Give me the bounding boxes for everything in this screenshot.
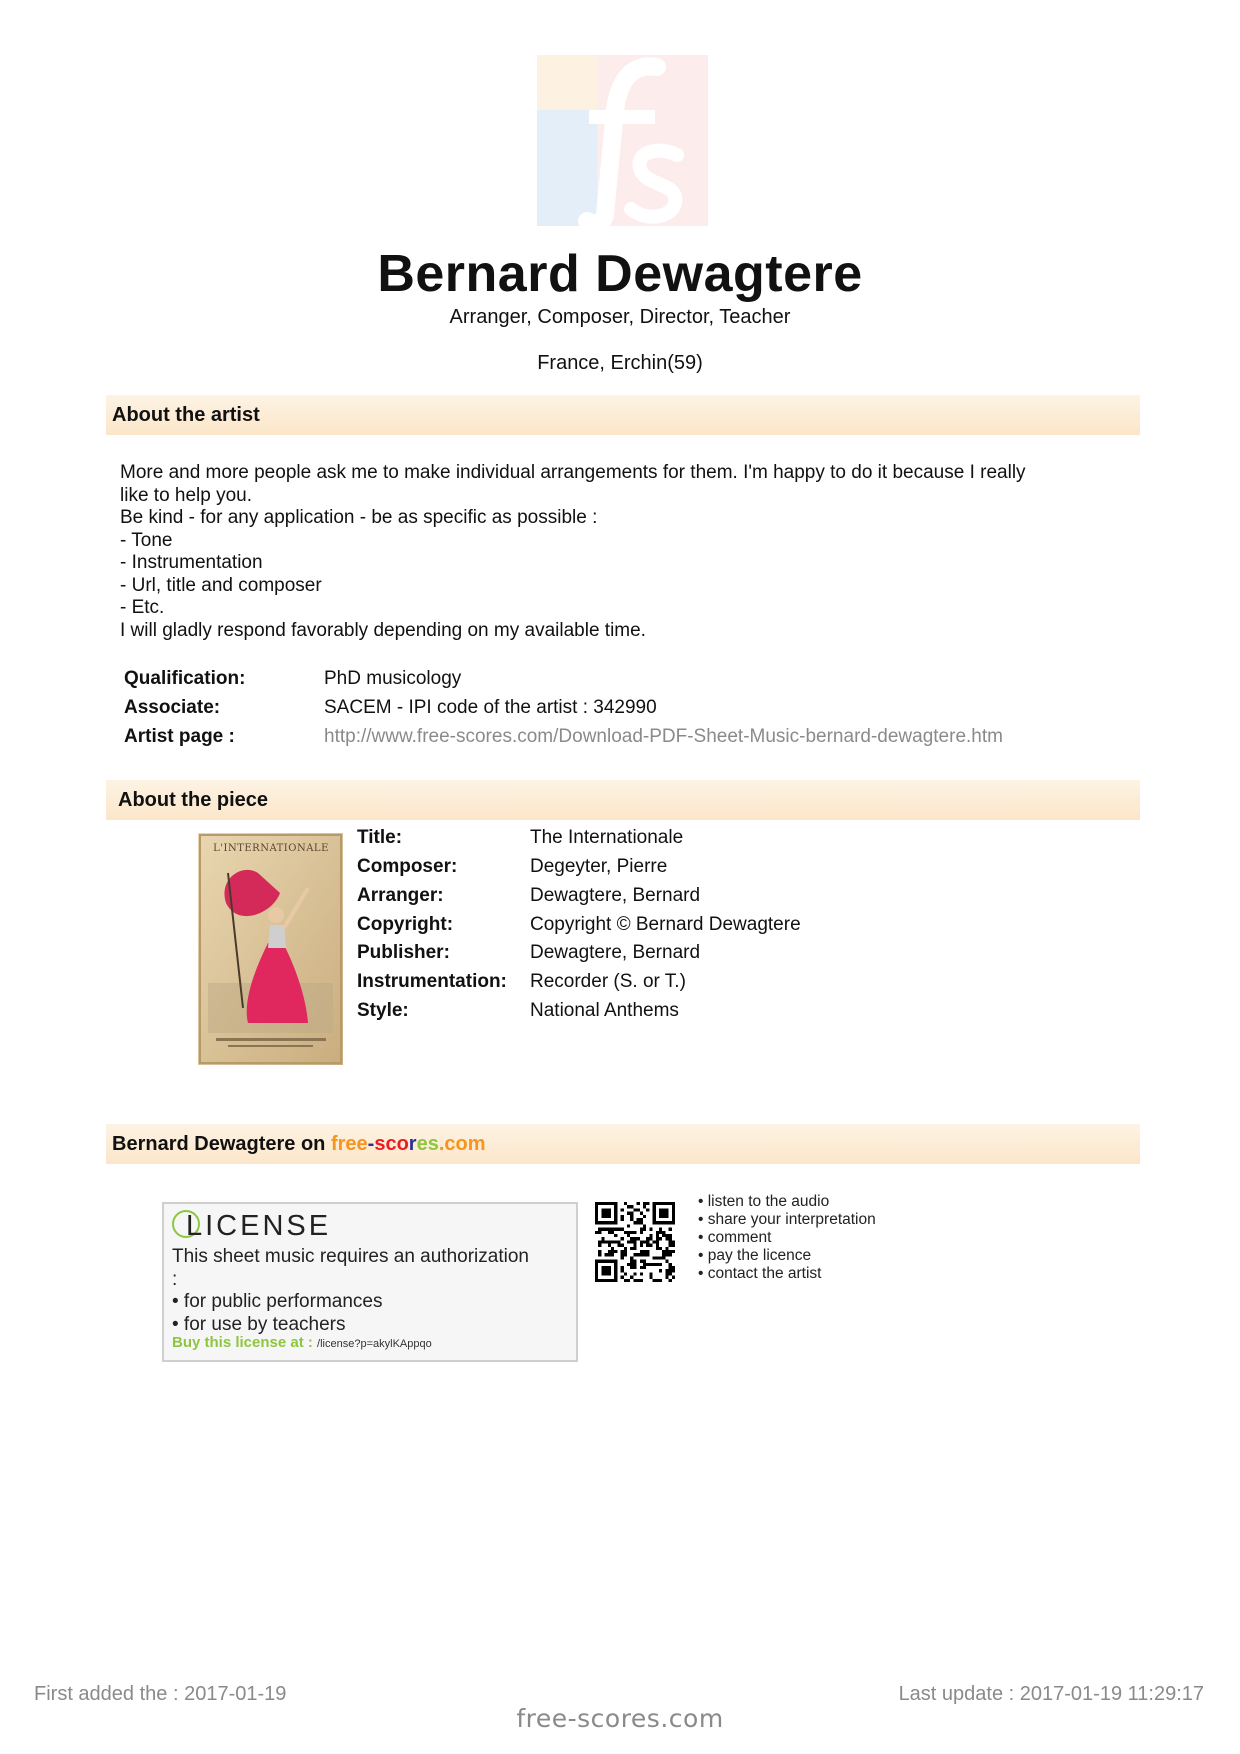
license-box bbox=[162, 1202, 578, 1362]
piece-composer-value: Degeyter, Pierre bbox=[530, 856, 668, 877]
last-update-date: Last update : 2017-01-19 11:29:17 bbox=[898, 1683, 1204, 1705]
logo-fs-glyph bbox=[537, 55, 708, 226]
piece-publisher-label: Publisher: bbox=[357, 942, 450, 963]
brand-part: .com bbox=[438, 1133, 486, 1155]
about-line: - Instrumentation bbox=[120, 552, 263, 573]
feature-listen: • listen to the audio bbox=[698, 1193, 830, 1210]
feature-comment: • comment bbox=[698, 1229, 772, 1246]
free-scores-logo bbox=[537, 55, 708, 226]
artist-location: France, Erchin(59) bbox=[537, 352, 703, 374]
cover-illustration bbox=[198, 833, 343, 1065]
footer-logo: free-scores.com bbox=[516, 1704, 724, 1733]
brand-part: - bbox=[367, 1133, 375, 1155]
qr-code[interactable] bbox=[595, 1202, 675, 1282]
free-scores-brand-link[interactable] bbox=[331, 1133, 486, 1155]
cover-title: L'INTERNATIONALE bbox=[213, 843, 329, 854]
piece-style-label: Style: bbox=[357, 1000, 409, 1021]
brand-part: free bbox=[330, 1133, 368, 1155]
piece-instrumentation-label: Instrumentation: bbox=[357, 971, 507, 992]
about-artist-heading: About the artist bbox=[106, 395, 1140, 435]
associate-label: Associate: bbox=[124, 697, 221, 718]
artist-page-label: Artist page : bbox=[124, 726, 235, 747]
license-title-text: LICENSE bbox=[186, 1210, 332, 1242]
sheet-cover-image bbox=[198, 833, 343, 1065]
about-line: - Url, title and composer bbox=[120, 574, 322, 596]
piece-copyright-label: Copyright: bbox=[357, 914, 454, 935]
about-line: - Tone bbox=[120, 529, 173, 551]
license-body bbox=[172, 1246, 572, 1336]
on-free-scores-heading bbox=[106, 1124, 1140, 1164]
features-list bbox=[698, 1193, 876, 1283]
artist-roles: Arranger, Composer, Director, Teacher bbox=[449, 306, 791, 328]
piece-publisher-value: Dewagtere, Bernard bbox=[530, 942, 701, 963]
brand-part: es bbox=[416, 1133, 439, 1155]
license-line: : bbox=[172, 1268, 178, 1290]
license-title bbox=[172, 1210, 331, 1243]
about-line: I will gladly respond favorably depending on my available time. bbox=[120, 619, 646, 641]
on-free-scores-prefix: Bernard Dewagtere on bbox=[112, 1133, 331, 1155]
license-buy-label: Buy this license at : bbox=[172, 1334, 313, 1351]
license-buy-link[interactable]: /license?p=akylKAppqo bbox=[317, 1338, 432, 1350]
license-line: This sheet music requires an authorization bbox=[172, 1246, 529, 1267]
piece-arranger-label: Arranger: bbox=[357, 885, 444, 906]
brand-part: r bbox=[408, 1133, 417, 1155]
qr-code-graphic bbox=[595, 1202, 675, 1282]
associate-value: SACEM - IPI code of the artist : 342990 bbox=[324, 697, 657, 718]
piece-arranger-value: Dewagtere, Bernard bbox=[530, 885, 701, 906]
qualification-label: Qualification: bbox=[124, 668, 246, 689]
artist-page-link[interactable]: http://www.free-scores.com/Download-PDF-Sheet-Music-bernard-dewagtere.htm bbox=[324, 726, 1003, 747]
artist-name: Bernard Dewagtere bbox=[377, 245, 863, 303]
piece-copyright-value: Copyright © Bernard Dewagtere bbox=[530, 914, 801, 935]
about-line: like to help you. bbox=[120, 484, 253, 506]
about-line: More and more people ask me to make individual arrangements for them. I'm happy to do it because I really bbox=[120, 462, 1026, 483]
brand-part: sco bbox=[374, 1133, 409, 1155]
first-added-date: First added the : 2017-01-19 bbox=[34, 1683, 287, 1705]
feature-share: • share your interpretation bbox=[698, 1211, 876, 1228]
feature-pay: • pay the licence bbox=[698, 1247, 812, 1264]
piece-title-value: The Internationale bbox=[530, 827, 684, 848]
license-buy bbox=[172, 1334, 432, 1351]
about-artist-text bbox=[120, 462, 1130, 642]
about-piece-heading: About the piece bbox=[106, 780, 1140, 820]
license-line: • for use by teachers bbox=[172, 1313, 346, 1335]
about-line: - Etc. bbox=[120, 597, 165, 618]
piece-instrumentation-value: Recorder (S. or T.) bbox=[530, 971, 686, 992]
piece-composer-label: Composer: bbox=[357, 856, 458, 877]
qualification-value: PhD musicology bbox=[324, 668, 462, 689]
piece-title-label: Title: bbox=[357, 827, 403, 848]
about-line: Be kind - for any application - be as specific as possible : bbox=[120, 507, 598, 528]
feature-contact: • contact the artist bbox=[698, 1265, 822, 1282]
license-line: • for public performances bbox=[172, 1291, 383, 1312]
piece-style-value: National Anthems bbox=[530, 1000, 679, 1021]
